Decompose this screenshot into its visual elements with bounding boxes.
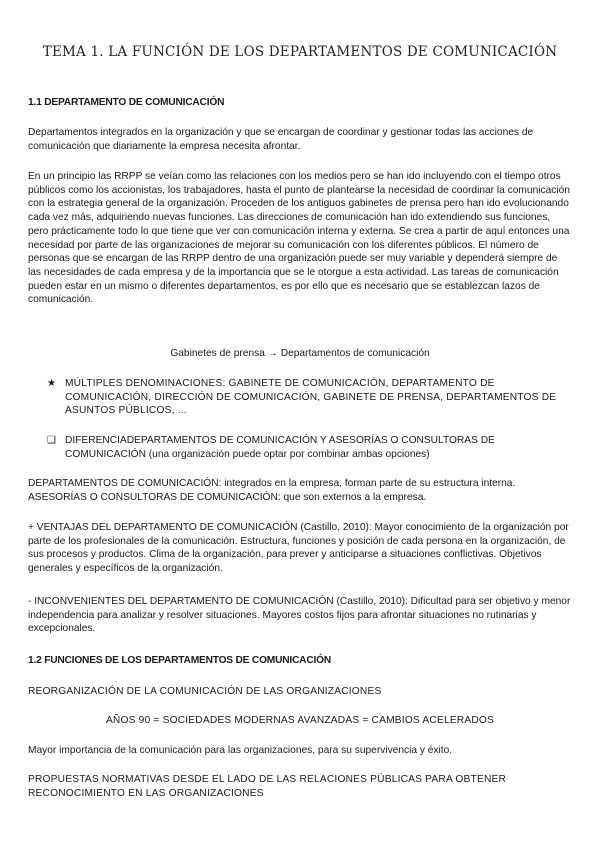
paragraph-disadvantages: - INCONVENIENTES DEL DEPARTAMENTO DE COMUNICACIÓN (Castillo, 2010): Dificultad para ser objetivo y menor independencia para analizar y resolver situaciones. Mayores costos fijos para afrontar situaciones no rutinarias y excepcionales. (28, 596, 571, 635)
checkbox-icon: ❏ (47, 435, 57, 446)
paragraph-advantages: + VENTAJAS DEL DEPARTAMENTO DE COMUNICACIÓN (Castillo, 2010): Mayor conocimiento de la organización por parte de los profesionales de la comunicación. Estructura, funciones y posición de cada persona en la organización, de sus procesos y productos. Clima de la organización, para prever y anticiparse a situaciones conflictivas. Objetivos generales y específicos de la organización. (28, 522, 569, 575)
bullet-denominations-text: MÚLTIPLES DENOMINACIONES: GABINETE DE COMUNICACIÓN, DEPARTAMENTO DE COMUNICACIÓN, DIRECCIÓN DE COMUNICACIÓN, GABINETE DE PRENSA, DEPARTAMENTOS DE ASUNTOS PÚBLICOS, ... (65, 378, 557, 417)
proposals-line: PROPUESTAS NORMATIVAS DESDE EL LADO DE LAS RELACIONES PÚBLICAS PARA OBTENER RECONOCIMIENTO EN LAS ORGANIZACIONES (28, 774, 507, 799)
evolution-line: Gabinetes de prensa → Departamentos de comunicación (170, 348, 430, 359)
definition-consultancies: ASESORÍAS O CONSULTORAS DE COMUNICACIÓN: que son externos a la empresa. (28, 492, 427, 503)
definition-departments: DEPARTAMENTOS DE COMUNICACIÓN: integrados en la empresa, forman parte de su estructura interna. (28, 478, 516, 489)
equation-line: AÑOS 90 = SOCIEDADES MODERNAS AVANZADAS = CAMBIOS ACELERADOS (105, 715, 495, 726)
reorganization-line: REORGANIZACIÓN DE LA COMUNICACIÓN DE LAS ORGANIZACIONES (28, 686, 382, 697)
section-heading-1-2: 1.2 FUNCIONES DE LOS DEPARTAMENTOS DE COMUNICACIÓN (28, 655, 332, 666)
star-icon: ★ (47, 378, 57, 389)
paragraph-definition: Departamentos integrados en la organización y que se encargan de coordinar y gestionar todas las acciones de comunicación que diariamente la empresa necesita afrontar. (28, 127, 534, 152)
importance-line: Mayor importancia de la comunicación para las organizaciones, para su supervivencia y éxito. (28, 745, 453, 756)
section-heading-1-1: 1.1 DEPARTAMENTO DE COMUNICACIÓN (28, 97, 225, 108)
paragraph-history: En un principio las RRPP se veían como las relaciones con los medios pero se han ido incluyendo con el tiempo otros públicos como los accionistas, los trabajadores, hasta el punto de plantearse la necesidad de coordinar la comunicación con la estrategia general de la organización. Proceden de los antiguos gabinetes de prensa pero han ido evolucionando cada vez más, adquiriendo nuevas funciones. Las direcciones de comunicación han ido extendiendo sus funciones, pero prácticamente todo lo que tiene que ver con comunicación interna y externa. Se crea a partir de aquí entonces una necesidad por parte de las organizaciones de mejorar su comunicación con los diferentes públicos. El número de personas que se encargan de las RRPP dentro de una organización puede ser muy variable y dependerá siempre de las necesidades de cada empresa y de la importancia que se le otorgue a esta actividad. Las tareas de comunicación pueden estar en un mismo o diferentes departamentos, es por ello que es necesario que se establezcan lazos de comunicación. (28, 171, 570, 306)
bullet-difference-text: DIFERENCIADEPARTAMENTOS DE COMUNICACIÓN Y ASESORÍAS O CONSULTORAS DE COMUNICACIÓN (una organización puede optar por combinar ambas opciones) (65, 435, 495, 460)
page-title: TEMA 1. LA FUNCIÓN DE LOS DEPARTAMENTOS DE COMUNICACIÓN (42, 44, 558, 60)
